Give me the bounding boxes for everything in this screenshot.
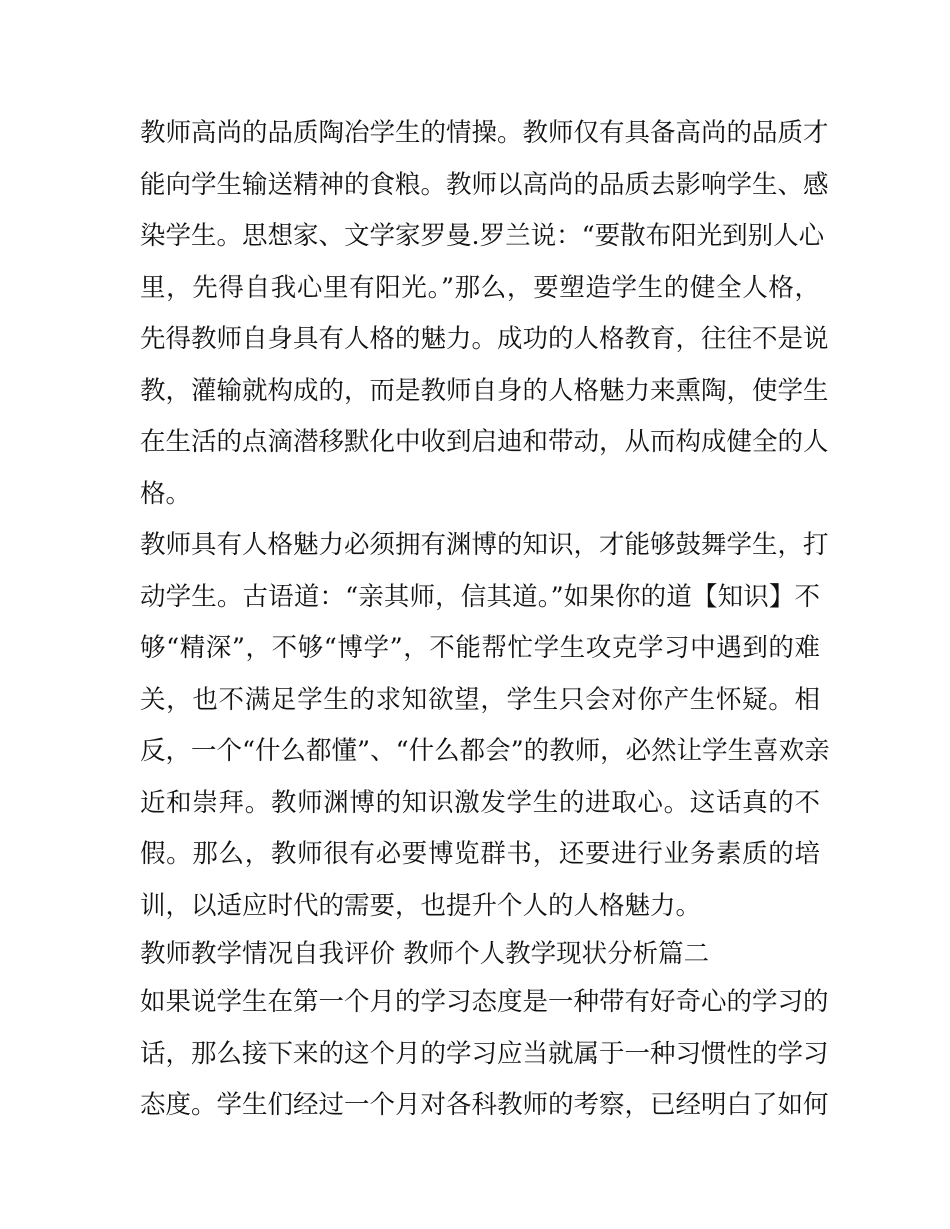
text-line: 教师具有人格魅力必须拥有渊博的知识，才能够鼓舞学生，打 <box>140 530 829 560</box>
text-line: 训，以适应时代的需要，也提升个人的人格魅力。 <box>140 890 702 921</box>
text-line: 关，也不满足学生的求知欲望，学生只会对你产生怀疑。相 <box>140 684 820 715</box>
text-line: 格。 <box>140 478 192 509</box>
text-line: 先得教师自身具有人格的魅力。成功的人格教育，往往不是说 <box>140 324 829 354</box>
text-line: 反，一个“什么都懂”、“什么都会”的教师，必然让学生喜欢亲 <box>140 736 830 766</box>
text-line: 够“精深”，不够“博学”，不能帮忙学生攻克学习中遇到的难 <box>140 633 820 663</box>
text-line: 近和崇拜。教师渊博的知识激发学生的进取心。这话真的不 <box>140 787 820 818</box>
text-line: 动学生。古语道：“亲其师，信其道。”如果你的道【知识】不 <box>140 581 820 612</box>
section-heading: 教师教学情况自我评价 教师个人教学现状分析篇二 <box>140 939 710 969</box>
text-line: 能向学生输送精神的食粮。教师以高尚的品质去影响学生、感 <box>140 169 829 200</box>
text-line: 里，先得自我心里有阳光。”那么，要塑造学生的健全人格， <box>140 272 820 303</box>
body-text <box>140 108 830 1132</box>
text-line: 在生活的点滴潜移默化中收到启迪和带动，从而构成健全的人 <box>140 427 829 457</box>
text-line: 态度。学生们经过一个月对各科教师的考察，已经明白了如何 <box>140 1090 829 1120</box>
text-line: 假。那么，教师很有必要博览群书，还要进行业务素质的培 <box>140 839 820 869</box>
text-line: 染学生。思想家、文学家罗曼.罗兰说：“要散布阳光到别人心 <box>140 221 825 251</box>
text-line: 如果说学生在第一个月的学习态度是一种带有好奇心的学习的 <box>140 987 829 1017</box>
text-line: 话，那么接下来的这个月的学习应当就属于一种习惯性的学习 <box>140 1038 829 1069</box>
text-line: 教，灌输就构成的，而是教师自身的人格魅力来熏陶，使学生 <box>140 375 829 406</box>
text-line: 教师高尚的品质陶冶学生的情操。教师仅有具备高尚的品质才 <box>140 118 829 148</box>
